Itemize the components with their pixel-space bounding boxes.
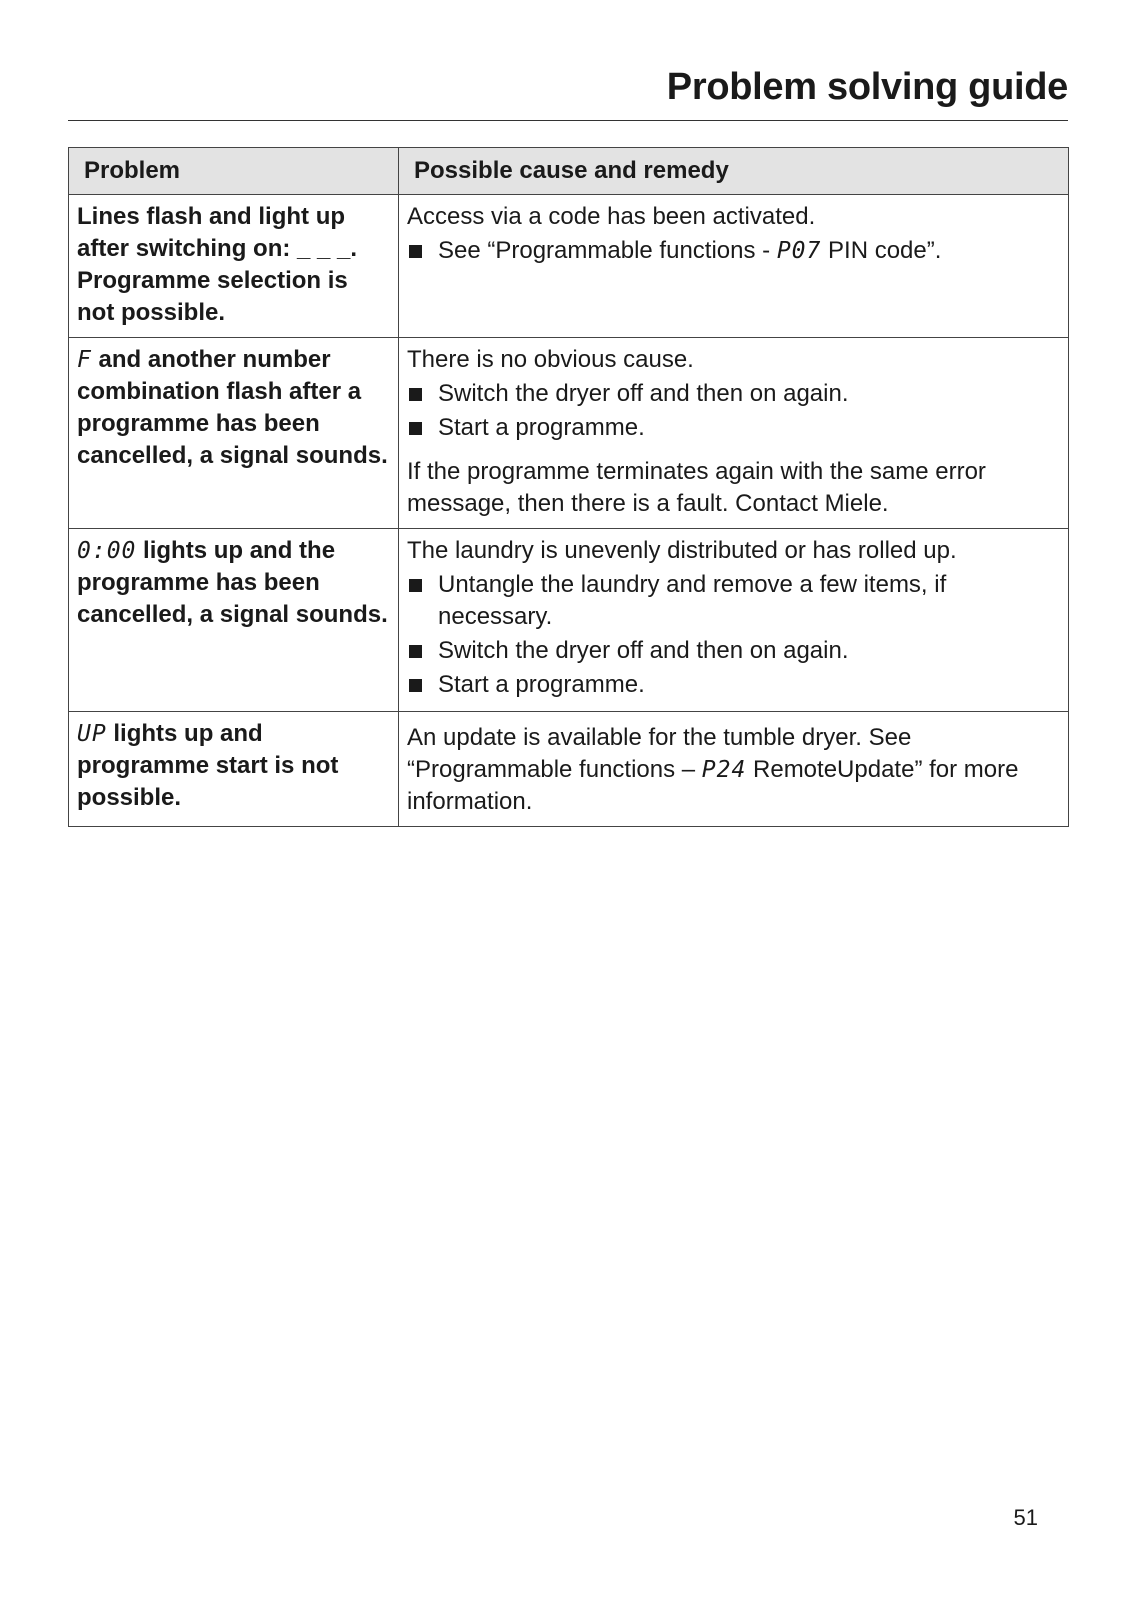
remedy-step <box>407 235 1060 267</box>
display-code: P24 <box>701 757 747 783</box>
problem-cell <box>69 529 399 712</box>
step-text: Start a programme. <box>438 671 645 698</box>
remedy-intro: The laundry is unevenly distributed or has rolled up. <box>407 537 957 564</box>
problem-cell <box>69 338 399 529</box>
remedy-intro: There is no obvious cause. <box>407 346 694 373</box>
bullet-square-icon <box>409 679 422 692</box>
column-header-remedy: Possible cause and remedy <box>399 148 1069 195</box>
remedy-step <box>407 669 1060 701</box>
remedy-text <box>407 722 1060 818</box>
page-number: 51 <box>1013 1505 1038 1530</box>
display-code: P07 <box>776 238 822 264</box>
column-header-problem: Problem <box>69 148 399 195</box>
remedy-cell <box>399 195 1069 338</box>
remedy-text-part: RemoteUpdate” for more information. <box>407 756 1019 815</box>
page-header <box>68 62 1068 121</box>
bullet-square-icon <box>409 245 422 258</box>
remedy-text-part: An update is available for the tumble dryer. See “Programmable functions – <box>407 724 912 783</box>
remedy-cell <box>399 529 1069 712</box>
display-code: 0:00 <box>77 538 137 564</box>
remedy-cell <box>399 712 1069 827</box>
display-code: UP <box>77 721 107 747</box>
table-row <box>69 712 1069 827</box>
problem-text: and another number combination flash after a programme has been cancelled, a signal sounds. <box>77 346 388 469</box>
table-row <box>69 338 1069 529</box>
remedy-step <box>407 378 1060 410</box>
table-row <box>69 529 1069 712</box>
problem-text: Lines flash and light up after switching on: _ _ _. Programme selection is not possible. <box>77 203 358 326</box>
remedy-steps <box>407 235 1060 267</box>
remedy-step <box>407 412 1060 444</box>
remedy-steps <box>407 378 1060 444</box>
remedy-steps <box>407 569 1060 701</box>
table-row <box>69 195 1069 338</box>
bullet-square-icon <box>409 645 422 658</box>
step-text: Start a programme. <box>438 414 645 441</box>
step-text: Untangle the laundry and remove a few items, if necessary. <box>438 571 947 630</box>
remedy-step <box>407 635 1060 667</box>
remedy-intro: Access via a code has been activated. <box>407 203 816 230</box>
remedy-cell <box>399 338 1069 529</box>
display-code: F <box>77 347 92 373</box>
bullet-square-icon <box>409 579 422 592</box>
step-text: Switch the dryer off and then on again. <box>438 380 849 407</box>
step-text: PIN code”. <box>821 237 942 264</box>
problem-table <box>68 147 1069 827</box>
remedy-note: If the programme terminates again with the same error message, then there is a fault. Contact Miele. <box>407 458 986 517</box>
problem-text: lights up and the programme has been cancelled, a signal sounds. <box>77 537 388 628</box>
table-header-row <box>69 148 1069 195</box>
page-title: Problem solving guide <box>666 66 1068 108</box>
bullet-square-icon <box>409 388 422 401</box>
step-text: Switch the dryer off and then on again. <box>438 637 849 664</box>
problem-cell <box>69 712 399 827</box>
problem-text: lights up and programme start is not possible. <box>77 720 339 811</box>
bullet-square-icon <box>409 422 422 435</box>
problem-cell <box>69 195 399 338</box>
remedy-step <box>407 569 1060 633</box>
step-text: See “Programmable functions - <box>438 237 777 264</box>
